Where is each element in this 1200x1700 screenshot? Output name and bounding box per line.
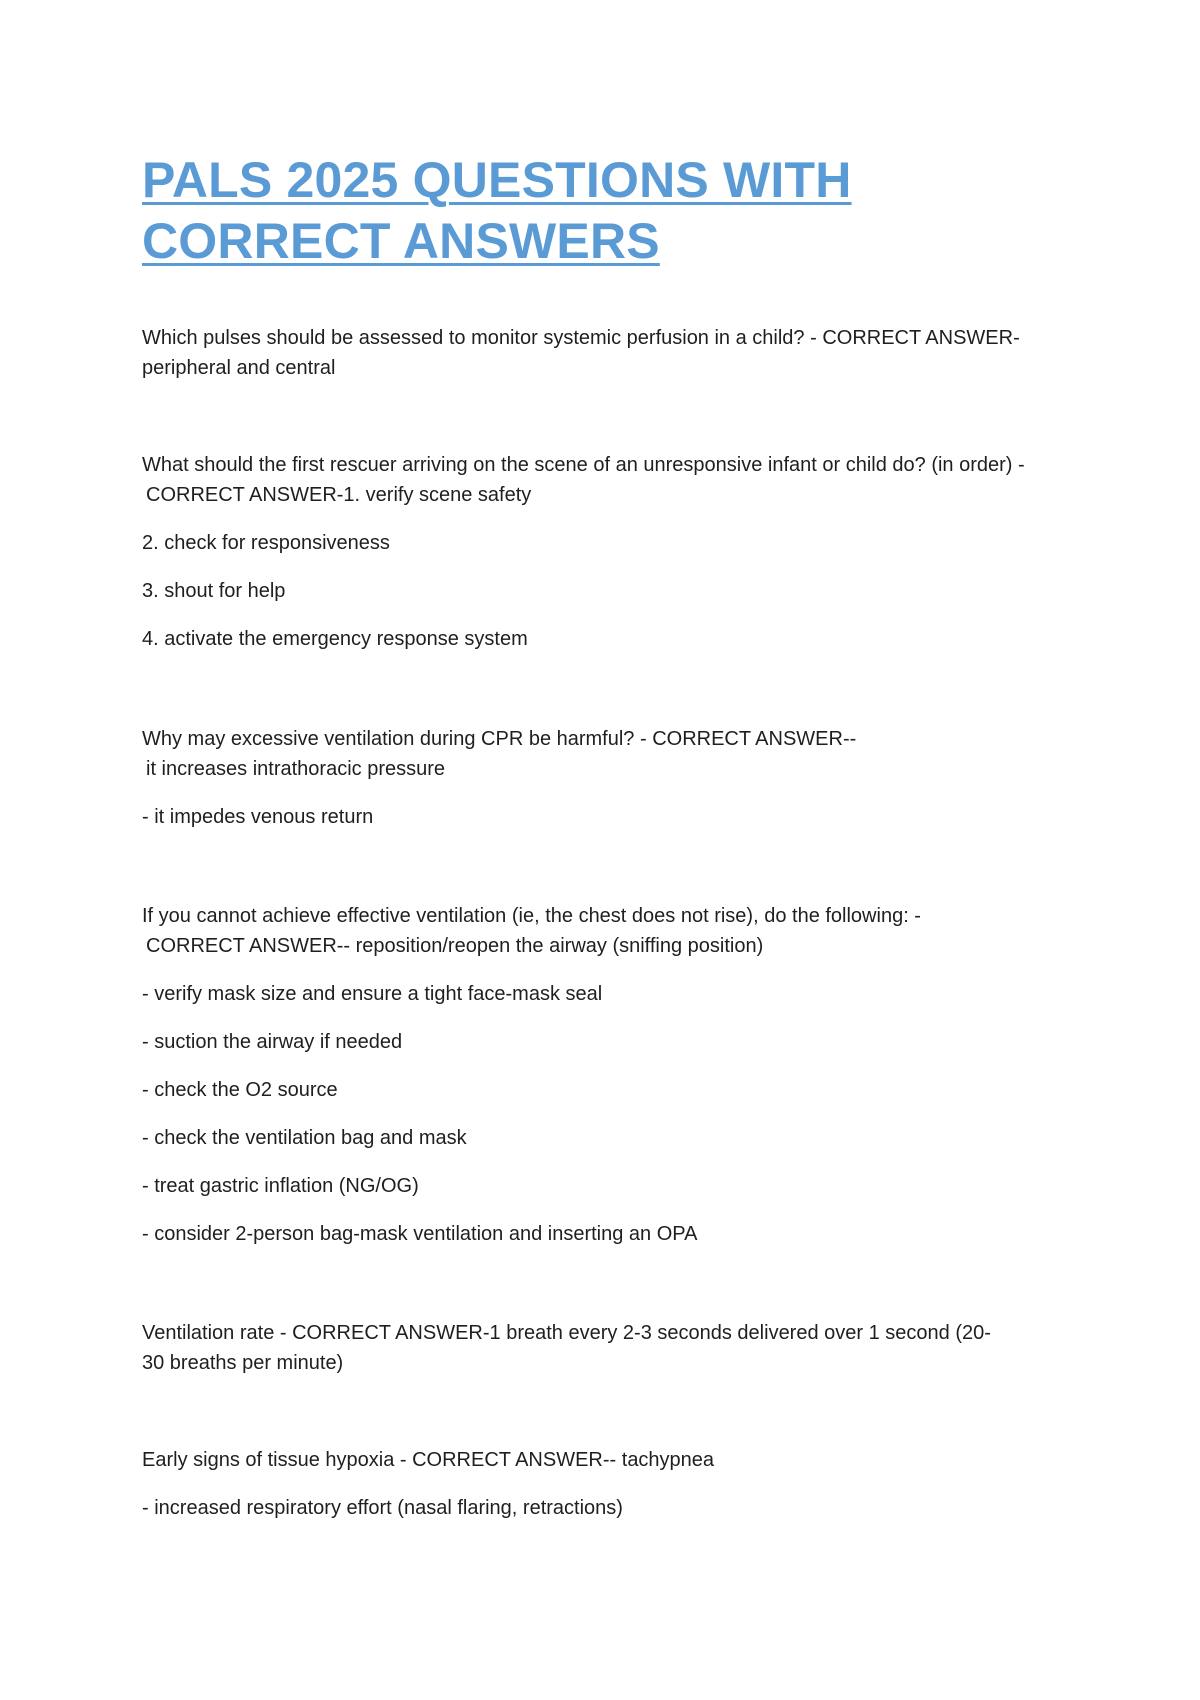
qa-block-5 bbox=[142, 1318, 1042, 1378]
qa-block-1 bbox=[142, 323, 1042, 383]
title-line-2: CORRECT ANSWERS bbox=[142, 213, 660, 269]
question-text: Early signs of tissue hypoxia - CORRECT ANSWER-- tachypnea bbox=[142, 1449, 715, 1471]
document-title bbox=[142, 150, 1042, 272]
title-line-1: PALS 2025 QUESTIONS WITH bbox=[142, 152, 852, 208]
answer-text: peripheral and central bbox=[142, 357, 336, 379]
list-item: - increased respiratory effort (nasal flaring, retractions) bbox=[142, 1497, 623, 1519]
list-item: - consider 2-person bag-mask ventilation and inserting an OPA bbox=[142, 1223, 698, 1245]
question-text: Which pulses should be assessed to monitor systemic perfusion in a child? - CORRECT ANSWER- bbox=[142, 327, 1020, 349]
answer-text: CORRECT ANSWER-1. verify scene safety bbox=[146, 484, 532, 506]
list-item: 2. check for responsiveness bbox=[142, 532, 390, 554]
answer-text: CORRECT ANSWER-- reposition/reopen the airway (sniffing position) bbox=[146, 935, 764, 957]
question-text: Why may excessive ventilation during CPR be harmful? - CORRECT ANSWER-- bbox=[142, 728, 857, 750]
qa-block-4 bbox=[142, 901, 1042, 1249]
question-text: Ventilation rate - CORRECT ANSWER-1 breath every 2-3 seconds delivered over 1 second (20- bbox=[142, 1322, 991, 1344]
question-text: If you cannot achieve effective ventilation (ie, the chest does not rise), do the following: - bbox=[142, 905, 921, 927]
list-item: 3. shout for help bbox=[142, 580, 286, 602]
qa-block-6 bbox=[142, 1445, 1042, 1523]
list-item: - check the O2 source bbox=[142, 1079, 338, 1101]
qa-block-2 bbox=[142, 450, 1042, 654]
list-item: - verify mask size and ensure a tight face-mask seal bbox=[142, 983, 603, 1005]
list-item: - check the ventilation bag and mask bbox=[142, 1127, 467, 1149]
list-item: - it impedes venous return bbox=[142, 806, 374, 828]
answer-text: 30 breaths per minute) bbox=[142, 1352, 344, 1374]
question-text: What should the first rescuer arriving on the scene of an unresponsive infant or child do? (in order) - bbox=[142, 454, 1025, 476]
qa-block-3 bbox=[142, 724, 1042, 832]
answer-text: it increases intrathoracic pressure bbox=[146, 758, 446, 780]
list-item: - treat gastric inflation (NG/OG) bbox=[142, 1175, 419, 1197]
list-item: - suction the airway if needed bbox=[142, 1031, 403, 1053]
list-item: 4. activate the emergency response system bbox=[142, 628, 528, 650]
